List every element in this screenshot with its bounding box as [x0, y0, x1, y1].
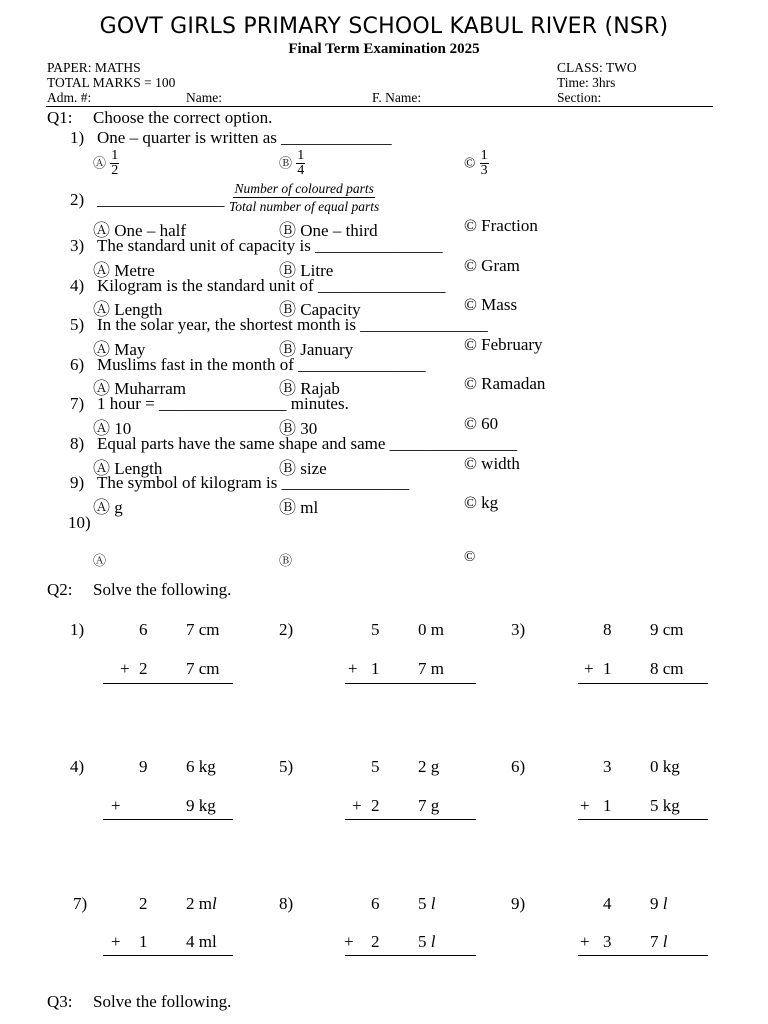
exam-title: Final Term Examination 2025 [288, 41, 480, 57]
sum-number: 2) [279, 620, 294, 639]
sum-ones-bottom: 7 cm [186, 659, 220, 678]
q1-item-number: 5) [70, 315, 85, 334]
plus-sign: + [111, 932, 121, 951]
q1-option-c: © kg [464, 493, 499, 512]
sum-number: 5) [279, 757, 294, 776]
q1-item-number: 2) [70, 190, 85, 209]
option-a-marker: Ⓐ [93, 155, 107, 171]
sum-ones-bottom: 4 ml [186, 932, 217, 951]
q1-item-text: The standard unit of capacity is _______________ [97, 236, 443, 255]
q1-item-number: 10) [68, 513, 91, 532]
sum-tens-top: 6 [139, 620, 148, 639]
q1-option-c: © 60 [464, 414, 499, 433]
sum-number: 6) [511, 757, 526, 776]
q1-option-c: © Mass [464, 295, 518, 314]
q3-label: Q3: [47, 992, 73, 1011]
q1-option-c: © [464, 549, 476, 565]
q1-label: Q1: [47, 108, 73, 127]
plus-sign: + [580, 796, 590, 815]
sum-tens-bottom: 2 [371, 796, 380, 815]
option-c-marker: © [464, 155, 476, 172]
plus-sign: + [344, 932, 354, 951]
q1-option-a: Ⓐ Length [93, 300, 163, 319]
section-field-label: Section: [557, 90, 602, 105]
sum-ones-top: 2 g [418, 757, 440, 776]
sum-ones-top: 0 kg [650, 757, 680, 776]
sum-ones-bottom: 9 kg [186, 796, 216, 815]
school-title: GOVT GIRLS PRIMARY SCHOOL KABUL RIVER (NSR) [99, 14, 669, 39]
answer-line [103, 955, 233, 956]
q1-item-text: Muslims fast in the month of _______________ [97, 355, 426, 374]
sum-tens-bottom: 1 [371, 659, 380, 678]
q1-item1-option-b [279, 149, 305, 178]
header-divider [46, 106, 713, 107]
q1-item2-option-b: Ⓑ One – third [279, 221, 378, 240]
time-label: Time: 3hrs [557, 75, 616, 90]
sum-ones-bottom: 7 g [418, 796, 440, 815]
sum-number: 1) [70, 620, 85, 639]
q1-item2-option-c: © Fraction [464, 216, 538, 235]
plus-sign: + [584, 659, 594, 678]
q1-option-a: Ⓐ Length [93, 459, 163, 478]
q1-item-number: 4) [70, 276, 85, 295]
sum-tens-bottom: 1 [603, 796, 612, 815]
sum-tens-bottom: 2 [139, 659, 148, 678]
adm-field-label: Adm. #: [47, 90, 92, 105]
q1-option-b: Ⓑ Capacity [279, 300, 361, 319]
q1-option-b: Ⓑ Litre [279, 261, 334, 280]
fraction-numerator: Number of coloured parts [234, 181, 374, 196]
answer-line [578, 683, 708, 684]
sum-ones-top: 5 l [418, 894, 436, 913]
q1-item-text: In the solar year, the shortest month is _______________ [97, 315, 488, 334]
q1-item-text: One – quarter is written as _____________ [97, 128, 392, 147]
sum-tens-bottom: 3 [603, 932, 612, 951]
answer-line [345, 955, 476, 956]
sum-tens-bottom: 1 [139, 932, 148, 951]
total-marks: TOTAL MARKS = 100 [47, 75, 176, 90]
answer-line [103, 819, 233, 820]
q1-option-b: Ⓑ size [279, 459, 327, 478]
q1-item-number: 7) [70, 394, 85, 413]
q1-item-text: Equal parts have the same shape and same _______________ [97, 434, 518, 453]
sum-number: 3) [511, 620, 526, 639]
q1-item1-option-c [464, 149, 489, 178]
sum-ones-bottom: 7 m [418, 659, 444, 678]
sum-ones-bottom: 5 l [418, 932, 436, 951]
q1-title: Choose the correct option. [93, 108, 273, 127]
sum-ones-bottom: 5 kg [650, 796, 680, 815]
q1-item-text: The symbol of kilogram is _______________ [97, 473, 410, 492]
plus-sign: + [580, 932, 590, 951]
sum-tens-top: 5 [371, 620, 380, 639]
q1-option-b: Ⓑ Rajab [279, 379, 340, 398]
sum-tens-top: 3 [603, 757, 612, 776]
q1-option-a: Ⓐ Metre [93, 261, 155, 280]
answer-line [578, 955, 708, 956]
sum-ones-bottom: 7 l [650, 932, 668, 951]
sum-tens-bottom: 2 [371, 932, 380, 951]
answer-line [578, 819, 708, 820]
sum-ones-top: 6 kg [186, 757, 216, 776]
sum-ones-bottom: 8 cm [650, 659, 684, 678]
sum-ones-top: 7 cm [186, 620, 220, 639]
sum-tens-top: 2 [139, 894, 148, 913]
fraction-one-half: $\frac{1}{2}$ [111, 148, 119, 178]
q1-item-number: 6) [70, 355, 85, 374]
sum-tens-top: 6 [371, 894, 380, 913]
q2-title: Solve the following. [93, 580, 232, 599]
fraction-denominator: Total number of equal parts [229, 199, 380, 214]
option-b-marker: Ⓑ [279, 155, 293, 171]
q1-option-a: Ⓐ 10 [93, 419, 132, 438]
q1-option-a: Ⓐ Muharram [93, 379, 187, 398]
paper-label: PAPER: MATHS [47, 60, 141, 75]
q1-item-text: 1 hour = _______________ minutes. [97, 394, 349, 413]
sum-tens-top: 9 [139, 757, 148, 776]
plus-sign: + [111, 796, 121, 815]
answer-line [103, 683, 233, 684]
sum-tens-top: 8 [603, 620, 612, 639]
answer-line [345, 819, 476, 820]
q1-option-a: Ⓐ [93, 553, 107, 568]
q1-option-a: Ⓐ May [93, 340, 146, 359]
sum-ones-top: 2 ml [186, 894, 217, 913]
q1-option-b: Ⓑ 30 [279, 419, 318, 438]
q1-option-b: Ⓑ January [279, 340, 354, 359]
sum-number: 7) [73, 894, 88, 913]
sum-number: 8) [279, 894, 294, 913]
coloured-parts-fraction [229, 180, 379, 215]
plus-sign: + [348, 659, 358, 678]
father-name-field-label: F. Name: [372, 90, 422, 105]
sum-ones-top: 0 m [418, 620, 444, 639]
q1-item-number: 1) [70, 128, 85, 147]
name-field-label: Name: [186, 90, 222, 105]
q2-label: Q2: [47, 580, 73, 599]
sum-ones-top: 9 cm [650, 620, 684, 639]
plus-sign: + [120, 659, 130, 678]
q1-item2-blank: _______________ [97, 190, 225, 209]
fraction-one-quarter: $\frac{1}{4}$ [297, 148, 305, 178]
q1-option-b: Ⓑ [279, 553, 293, 568]
q1-item-number: 9) [70, 473, 85, 492]
class-label: CLASS: TWO [557, 60, 637, 75]
sum-tens-bottom: 1 [603, 659, 612, 678]
q3-title: Solve the following. [93, 992, 232, 1011]
answer-line [345, 683, 476, 684]
sum-tens-top: 4 [603, 894, 612, 913]
q1-option-b: Ⓑ ml [279, 498, 319, 517]
sum-number: 9) [511, 894, 526, 913]
q1-option-c: © Ramadan [464, 374, 546, 393]
plus-sign: + [352, 796, 362, 815]
fraction-one-third: $\frac{1}{3}$ [480, 148, 488, 178]
sum-ones-top: 9 l [650, 894, 668, 913]
q1-option-a: Ⓐ g [93, 498, 123, 517]
sum-number: 4) [70, 757, 85, 776]
q1-option-c: © width [464, 454, 520, 473]
q1-option-c: © February [464, 335, 543, 354]
q1-option-c: © Gram [464, 256, 520, 275]
q1-item-number: 3) [70, 236, 85, 255]
q1-item1-option-a [93, 149, 119, 178]
q1-item2-option-a: Ⓐ One – half [93, 221, 187, 240]
sum-tens-top: 5 [371, 757, 380, 776]
q1-item-number: 8) [70, 434, 85, 453]
q1-item-text: Kilogram is the standard unit of _______________ [97, 276, 446, 295]
